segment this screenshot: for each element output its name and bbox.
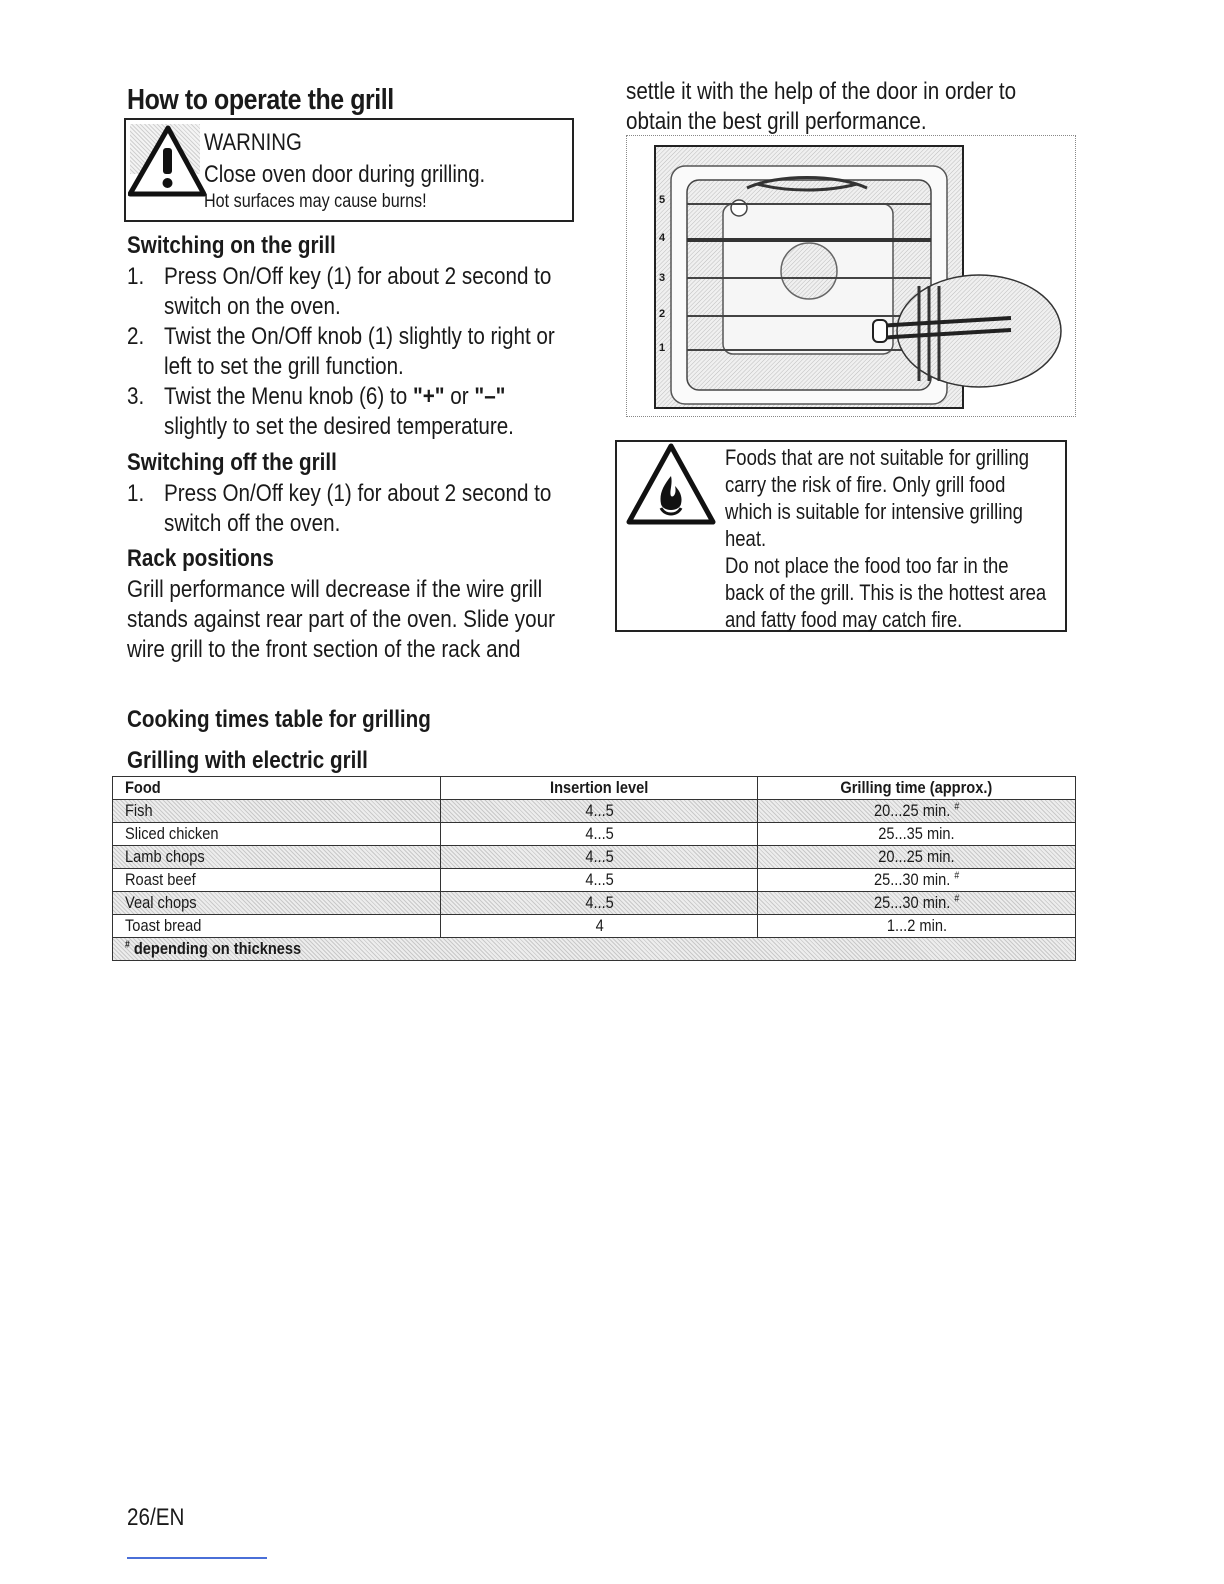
fire-warning-box — [615, 440, 1067, 632]
column-header: Insertion level — [441, 777, 758, 800]
cooking-table-heading: Cooking times table for grilling — [127, 706, 431, 733]
rack-level-label: 1 — [659, 342, 666, 354]
time-cell: 20...25 min. — [758, 846, 1076, 869]
warning-heading: WARNING — [204, 129, 302, 156]
rack-level-label: 3 — [659, 272, 666, 284]
time-cell: 20...25 min. # — [758, 800, 1076, 823]
step-text — [164, 382, 505, 412]
food-cell: Fish — [113, 800, 441, 823]
column-header: Grilling time (approx.) — [758, 777, 1076, 800]
footer-divider — [127, 1557, 267, 1559]
footnote-mark: # — [954, 893, 960, 905]
rack-level-label: 2 — [659, 308, 666, 320]
time-cell: 1...2 min. — [758, 915, 1076, 938]
warning-box — [124, 118, 574, 222]
food-cell: Sliced chicken — [113, 823, 441, 846]
table-header-row — [113, 777, 1076, 800]
fire-warning-line: Do not place the food too far in the — [725, 553, 1009, 578]
switching-off-heading: Switching off the grill — [127, 449, 337, 476]
level-cell: 4...5 — [441, 823, 758, 846]
step-text: Press On/Off key (1) for about 2 second to — [164, 263, 552, 290]
paragraph-line: obtain the best grill performance. — [626, 108, 927, 135]
oven-rack-figure — [626, 135, 1076, 417]
warning-icon — [128, 122, 206, 198]
plus-symbol: "+" — [412, 383, 445, 410]
paragraph-line: Grill performance will decrease if the wire grill — [127, 576, 543, 603]
food-cell: Roast beef — [113, 869, 441, 892]
level-cell: 4...5 — [441, 892, 758, 915]
switching-on-heading: Switching on the grill — [127, 232, 336, 259]
level-cell: 4...5 — [441, 846, 758, 869]
time-cell: 25...30 min. # — [758, 892, 1076, 915]
time-cell: 25...35 min. — [758, 823, 1076, 846]
fire-warning-line: heat. — [725, 526, 767, 551]
step-number: 3. — [127, 383, 145, 410]
step-text: switch on the oven. — [164, 293, 341, 320]
table-row — [113, 800, 1076, 823]
step-text-prefix: Twist the Menu knob (6) to — [164, 383, 413, 410]
step-number: 1. — [127, 480, 145, 507]
level-cell: 4 — [441, 915, 758, 938]
paragraph-line: wire grill to the front section of the rack and — [127, 636, 521, 663]
or-text: or — [444, 383, 475, 410]
fire-warning-line: back of the grill. This is the hottest area — [725, 580, 1047, 605]
oven-illustration — [627, 136, 1075, 416]
table-row — [113, 869, 1076, 892]
rack-positions-heading: Rack positions — [127, 545, 274, 572]
food-cell: Lamb chops — [113, 846, 441, 869]
paragraph-line: stands against rear part of the oven. Slide your — [127, 606, 555, 633]
paragraph-line: settle it with the help of the door in order to — [626, 78, 1017, 105]
food-cell: Toast bread — [113, 915, 441, 938]
column-header: Food — [113, 777, 441, 800]
warning-text: Close oven door during grilling. — [204, 161, 486, 188]
table-row — [113, 846, 1076, 869]
food-cell: Veal chops — [113, 892, 441, 915]
rack-level-label: 5 — [659, 194, 666, 206]
footnote-mark: # — [954, 870, 960, 882]
step-text: Twist the On/Off knob (1) slightly to right or — [164, 323, 555, 350]
step-number: 2. — [127, 323, 145, 350]
rack-level-label: 4 — [659, 232, 666, 244]
grilling-times-table — [112, 776, 1076, 961]
warning-subtext: Hot surfaces may cause burns! — [204, 191, 427, 212]
level-cell: 4...5 — [441, 869, 758, 892]
table-row — [113, 823, 1076, 846]
footnote-mark: # — [125, 939, 130, 951]
minus-symbol: "–" — [474, 383, 506, 410]
table-footnote-row — [113, 938, 1076, 961]
step-text: Press On/Off key (1) for about 2 second to — [164, 480, 552, 507]
fire-warning-line: which is suitable for intensive grilling — [725, 499, 1023, 524]
step-text: switch off the oven. — [164, 510, 341, 537]
time-cell: 25...30 min. # — [758, 869, 1076, 892]
fire-hazard-icon — [625, 442, 717, 526]
step-number: 1. — [127, 263, 145, 290]
step-text: left to set the grill function. — [164, 353, 404, 380]
page-title: How to operate the grill — [127, 84, 394, 116]
fire-warning-line: carry the risk of fire. Only grill food — [725, 472, 1006, 497]
step-text: slightly to set the desired temperature. — [164, 413, 514, 440]
cooking-table-subheading: Grilling with electric grill — [127, 747, 368, 774]
fire-warning-text — [725, 444, 1046, 633]
footnote-mark: # — [954, 801, 960, 813]
footnote-cell — [113, 938, 1076, 961]
fire-warning-line: Foods that are not suitable for grilling — [725, 445, 1030, 470]
footnote-text: depending on thickness — [129, 939, 302, 958]
table-row — [113, 892, 1076, 915]
level-cell: 4...5 — [441, 800, 758, 823]
fire-warning-line: and fatty food may catch fire. — [725, 607, 963, 632]
page-number: 26/EN — [127, 1504, 185, 1531]
table-row — [113, 915, 1076, 938]
